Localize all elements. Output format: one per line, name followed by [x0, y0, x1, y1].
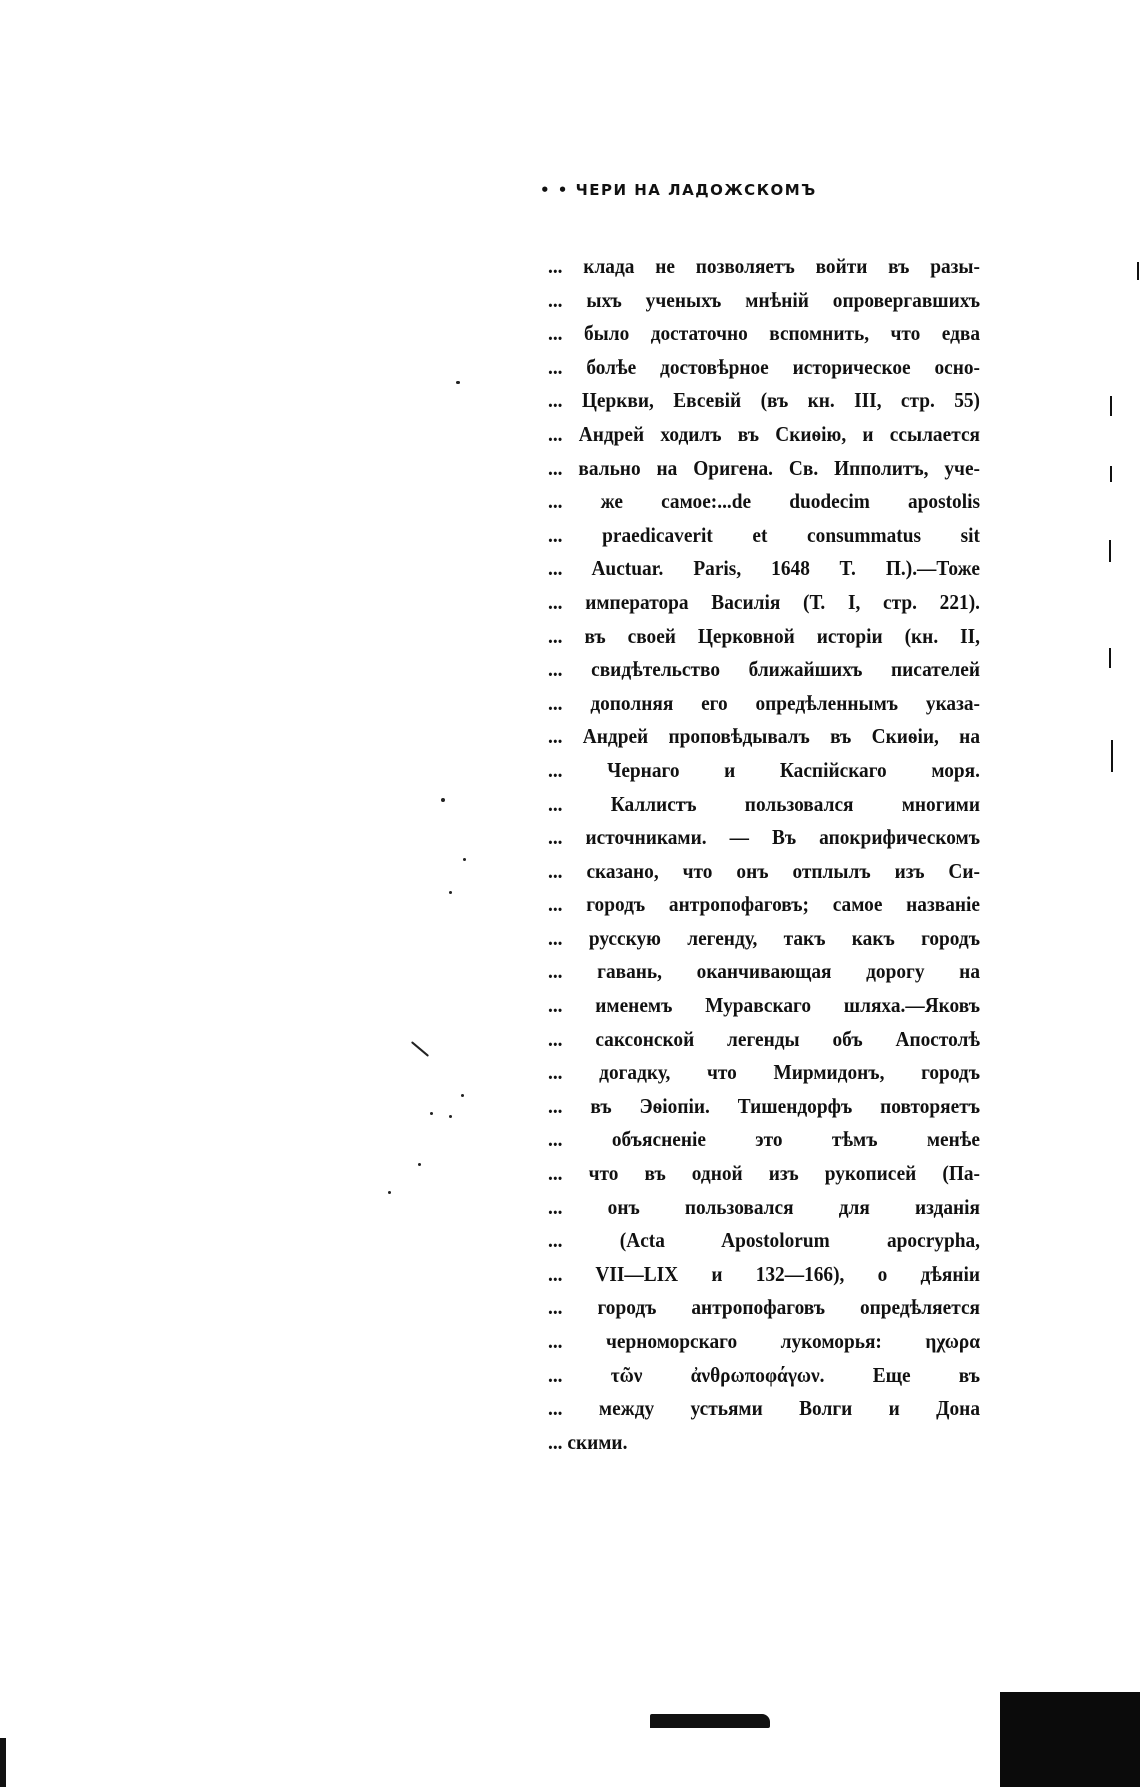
- text-line: ... черноморскаго лукоморья: ηχωρα: [548, 1329, 980, 1353]
- text-line: ... гавань, оканчивающая дорогу на: [548, 959, 980, 984]
- right-edge-mark: [1137, 262, 1139, 280]
- text-line: ... императора Василія (Т. I, стр. 221).: [548, 589, 980, 614]
- text-line: ... городъ антропофаговъ опредѣляется: [548, 1295, 980, 1320]
- text-line: ... было достаточно вспомнить, что едва: [548, 321, 980, 346]
- text-line: ... же самое:...de duodecim apostolis: [548, 489, 980, 514]
- text-line: ... Андрей ходилъ въ Скиѳію, и ссылается: [548, 421, 980, 446]
- text-line: ... именемъ Муравскаго шляха.—Яковъ: [548, 993, 980, 1018]
- text-line: ... вально на Оригена. Св. Ипполитъ, уче-: [548, 455, 980, 480]
- text-line: ... догадку, что Мирмидонъ, городъ: [548, 1060, 980, 1085]
- text-line: ... praedicaverit et consummatus sit: [548, 522, 980, 547]
- text-line: ... сказано, что онъ отплылъ изъ Си-: [548, 858, 980, 883]
- left-margin-specks: [0, 0, 540, 1400]
- scan-artifact-edge: [0, 1738, 6, 1787]
- right-edge-mark: [1109, 540, 1111, 562]
- text-line: ... Каллистъ пользовался многими: [548, 791, 980, 816]
- text-line: ... саксонской легенды объ Апостолѣ: [548, 1026, 980, 1051]
- right-edge-mark: [1111, 740, 1113, 772]
- text-line: ... городъ антропофаговъ; самое названіе: [548, 892, 980, 917]
- text-line: ... источниками. — Въ апокрифическомъ: [548, 825, 980, 850]
- body-text: [548, 250, 980, 1459]
- text-line: ... Андрей проповѣдывалъ въ Скиѳіи, на: [548, 724, 980, 749]
- text-line: ... Auctuar. Paris, 1648 T. П.).—Тоже: [548, 556, 980, 581]
- right-edge-mark: [1110, 466, 1112, 482]
- text-line: ... клада не позволяетъ войти въ разы-: [548, 254, 980, 278]
- text-line: ... въ своей Церковной исторіи (кн. II,: [548, 623, 980, 648]
- text-line: ... онъ пользовался для изданія: [548, 1194, 980, 1219]
- right-edge-mark: [1109, 648, 1111, 668]
- text-line: ... болѣе достовѣрное историческое осно-: [548, 354, 980, 379]
- text-line: ... Церкви, Евсевій (въ кн. III, стр. 55): [548, 388, 980, 413]
- scan-artifact-bar: [650, 1714, 770, 1728]
- text-line: ... дополняя его опредѣленнымъ указа-: [548, 690, 980, 715]
- text-line: ... между устьями Волги и Дона: [548, 1396, 980, 1421]
- text-line: ... VII—LIX и 132—166), о дѣяніи: [548, 1261, 980, 1286]
- text-line: ... (Acta Apostolorum apocrypha,: [548, 1228, 980, 1253]
- text-line: ... τῶν ἀνθρωποφάγων. Еще въ: [548, 1362, 980, 1387]
- text-line: ... свидѣтельство ближайшихъ писателей: [548, 657, 980, 682]
- text-line: ... скими.: [548, 1429, 628, 1454]
- running-head: • • ЧЕРИ НА ЛАДОЖСКОМЪ: [540, 181, 817, 199]
- text-line: ... ыхъ ученыхъ мнѣній опровергавшихъ: [548, 287, 980, 312]
- text-line: ... Чернаго и Каспійскаго моря.: [548, 757, 980, 782]
- text-line: ... что въ одной изъ рукописей (Па-: [548, 1161, 980, 1186]
- text-line: ... русскую легенду, такъ какъ городъ: [548, 925, 980, 950]
- right-edge-mark: [1110, 396, 1112, 416]
- text-line: ... объясненіе это тѣмъ менѣе: [548, 1127, 980, 1152]
- text-line: ... въ Эѳіопіи. Тишендорфъ повторяетъ: [548, 1093, 980, 1118]
- scan-artifact-corner: [1000, 1692, 1140, 1787]
